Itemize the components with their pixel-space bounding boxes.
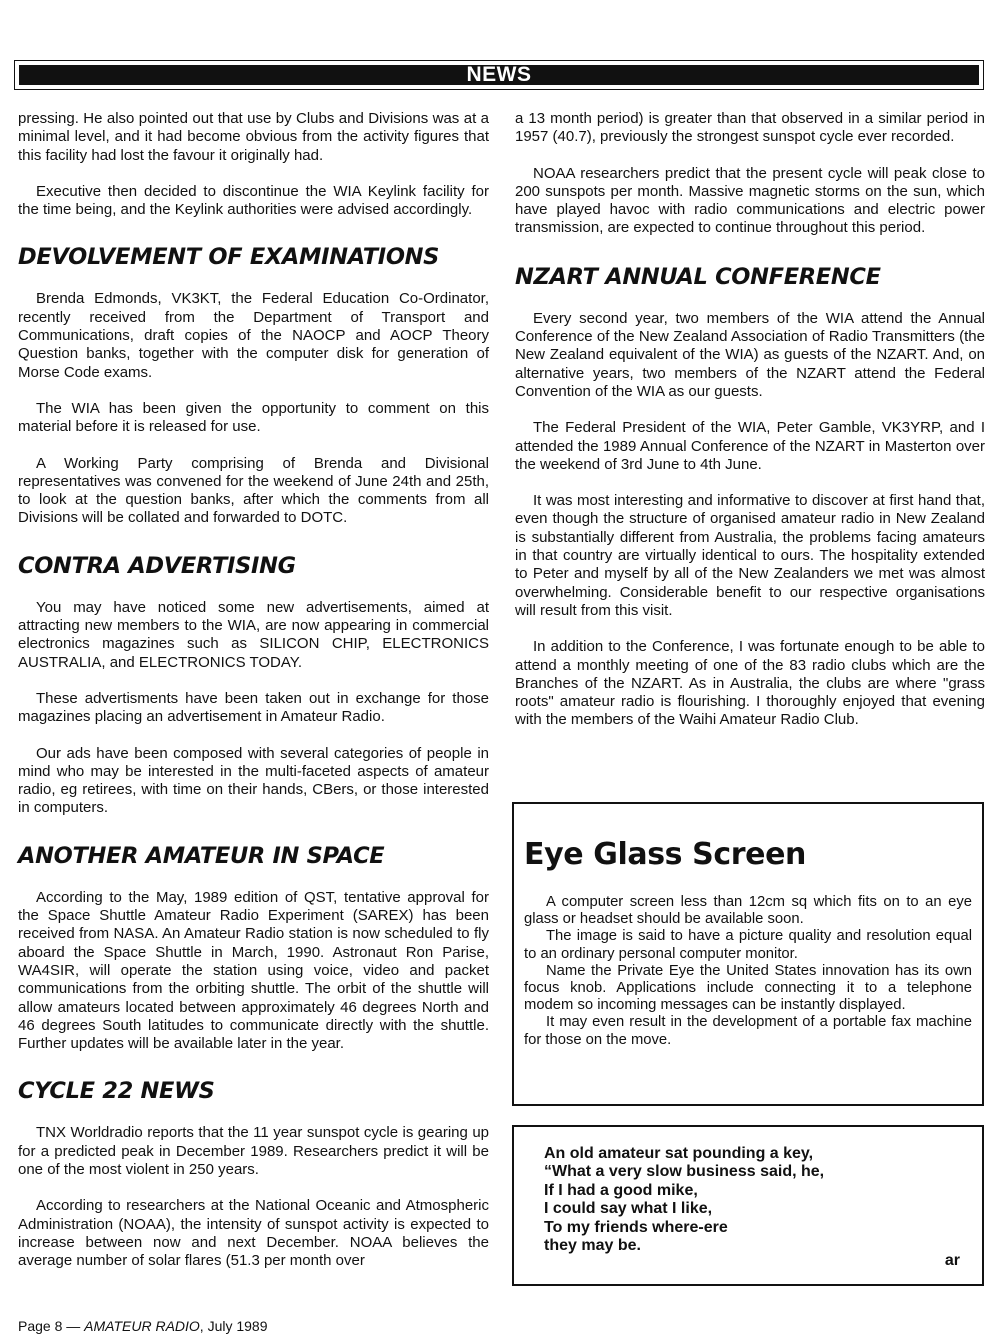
paragraph: In addition to the Conference, I was fortunate enough to be able to attend a monthly meeting of one of the 83 radio clubs which are the Branches of the NZART. As in Australia, the clubs are where "grass roots" amateur radio is flourishing. I thoroughly enjoyed that evening with the members of the Waihi Amateur Radio Club. xyxy=(515,638,985,729)
paragraph: TNX Worldradio reports that the 11 year sunspot cycle is gearing up for a predicted peak in December 1989. Researchers predict it will be one of the most violent in 250 years. xyxy=(18,1124,489,1178)
box-title: Eye Glass Screen xyxy=(524,837,806,872)
paragraph: According to researchers at the National Oceanic and Atmospheric Administration (NOAA), the intensity of sunspot activity is expected to increase between now and next December. NOAA believes the average number of solar flares (51.3 per month over xyxy=(18,1197,489,1270)
paragraph: It may even result in the development of a portable fax machine for those on the move. xyxy=(524,1014,972,1048)
section-heading-cycle: CYCLE 22 NEWS xyxy=(18,1078,215,1105)
paragraph: Every second year, two members of the WIA attend the Annual Conference of the New Zealand Association of Radio Transmitters (the New Zealand equivalent of the WIA) as guests of the NZART. And, on alternative years, two members of the NZART attend the Federal Convention of the WIA as our guests. xyxy=(515,309,985,400)
footer-magazine-title: AMATEUR RADIO xyxy=(84,1318,200,1334)
paragraph: According to the May, 1989 edition of QST, tentative approval for the Space Shuttle Amateur Radio Experiment (SAREX) has been received from NASA. An Amateur Radio station is now scheduled to fly aboard the Space Shuttle in March, 1990. Astronaut Ron Parise, WA4SIR, will operate the station using voice, video and packet communications from the orbiting shuttle. The orbit of the shuttle will allow amateurs located between approximately 46 degrees North and 46 degrees South latitudes to communicate directly with the shuttle. Further updates will be available later in the year. xyxy=(18,888,489,1053)
section-heading-contra: CONTRA ADVERTISING xyxy=(18,552,296,579)
paragraph: pressing. He also pointed out that use by Clubs and Divisions was at a minimal level, and it had become obvious from the activity figures that this facility had lost the favour it originally had. xyxy=(18,110,489,164)
paragraph: You may have noticed some new advertisements, aimed at attracting new members to the WIA, are now appearing in commercial electronics magazines such as SILICON CHIP, ELECTRONICS AUSTRALIA, and ELECTRONICS TODAY. xyxy=(18,598,489,671)
poem-line: If I had a good mike, xyxy=(544,1181,698,1199)
section-heading-devolvement: DEVOLVEMENT OF EXAMINATIONS xyxy=(18,244,440,271)
poem-line: “What a very slow business said, he, xyxy=(544,1163,825,1181)
page-footer xyxy=(18,1318,268,1334)
paragraph: Brenda Edmonds, VK3KT, the Federal Education Co-Ordinator, recently received from the Department of Transport and Communications, draft copies of the NAOCP and AOCP Theory Question banks, together with the computer disk for generation of Morse Code exams. xyxy=(18,290,489,381)
paragraph: These advertisments have been taken out in exchange for those magazines placing an advertisement in Amateur Radio. xyxy=(18,689,489,726)
poem-line: An old amateur sat pounding a key, xyxy=(544,1145,814,1162)
paragraph: a 13 month period) is greater than that observed in a similar period in 1957 (40.7), previously the strongest sunspot cycle ever recorded. xyxy=(515,110,985,146)
paragraph: A Working Party comprising of Brenda and Divisional representatives was convened for the weekend of June 24th and 25th, to look at the question banks, after which the comments from all Divisions will be collated and forwarded to DOTC. xyxy=(18,454,489,527)
right-column xyxy=(515,110,985,730)
section-heading-nzart: NZART ANNUAL CONFERENCE xyxy=(515,263,881,290)
poem-box xyxy=(512,1125,984,1286)
paragraph: It was most interesting and informative to discover at first hand that, even though the structure of organised amateur radio in New Zealand is substantially different from Australia, the problems facing amateurs in that country are virtually identical to ours. The hospitality extended to Peter and myself by all of the New Zealanders we met was almost overwhelming. Considerable benefit to our respective organisations will result from this visit. xyxy=(515,492,985,619)
poem-signature: ar xyxy=(944,1252,960,1269)
paragraph: Executive then decided to discontinue the WIA Keylink facility for the time being, and the Keylink authorities were advised accordingly. xyxy=(18,182,489,219)
paragraph: The image is said to have a picture quality and resolution equal to an ordinary personal computer monitor. xyxy=(524,928,972,962)
poem-line: they may be. xyxy=(544,1237,641,1255)
poem-line: To my friends where-ere xyxy=(544,1218,728,1236)
banner-title: NEWS xyxy=(466,63,532,86)
news-banner xyxy=(14,60,984,90)
paragraph: NOAA researchers predict that the present cycle will peak close to 200 sunspots per month. Massive magnetic storms on the sun, which have played havoc with radio communications and electric power transmission, are expected to continue throughout this period. xyxy=(515,164,985,237)
paragraph: A computer screen less than 12cm sq which fits on to an eye glass or headset should be available soon. xyxy=(524,894,972,928)
footer-date: , July 1989 xyxy=(199,1318,268,1334)
eye-glass-screen-box xyxy=(512,802,984,1106)
paragraph: The WIA has been given the opportunity to comment on this material before it is released for use. xyxy=(18,399,489,436)
news-banner-bar xyxy=(19,65,979,85)
paragraph: Name the Private Eye the United States innovation has its own focus knob. Applications include connecting it to a telephone modem so incoming messages can be instantly displayed. xyxy=(524,962,972,1014)
left-column xyxy=(18,110,489,1270)
section-heading-space: ANOTHER AMATEUR IN SPACE xyxy=(18,842,385,869)
paragraph: Our ads have been composed with several categories of people in mind who may be interested in the multi-faceted aspects of amateur radio, eg retirees, with time on their hands, CBers, or those interested in computers. xyxy=(18,744,489,817)
paragraph: The Federal President of the WIA, Peter Gamble, VK3YRP, and I attended the 1989 Annual Conference of the NZART in Masterton over the weekend of 3rd June to 4th June. xyxy=(515,419,985,473)
footer-page-number: Page 8 — xyxy=(18,1318,85,1334)
poem-line: I could say what I like, xyxy=(544,1200,713,1218)
